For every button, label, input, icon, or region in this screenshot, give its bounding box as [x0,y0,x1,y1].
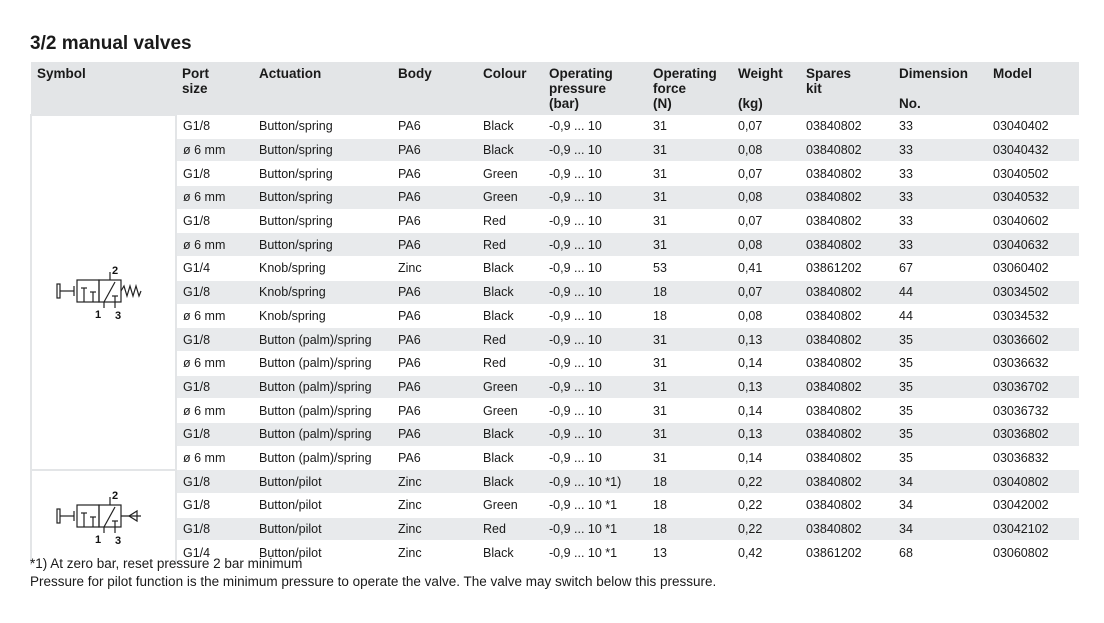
header-dimension-line: No. [899,96,921,111]
header-port-line: Port [182,66,209,81]
cell-port-size: G1/8 [176,517,253,541]
header-weight [732,62,800,115]
cell-spares-kit: 03840802 [800,328,893,352]
cell-body: PA6 [392,233,477,257]
header-pressure-line: pressure [549,81,607,96]
table-row [31,162,1079,186]
cell-operating-force: 31 [647,328,732,352]
svg-text:1: 1 [94,534,101,547]
svg-text:3: 3 [114,310,121,323]
cell-operating-force: 31 [647,233,732,257]
cell-actuation: Button/pilot [253,541,392,565]
cell-operating-force: 31 [647,209,732,233]
cell-body: PA6 [392,115,477,138]
header-symbol [31,62,176,115]
cell-body: PA6 [392,351,477,375]
cell-model: 03040532 [987,186,1079,210]
cell-dimension: 68 [893,541,987,565]
cell-spares-kit: 03840802 [800,209,893,233]
header-spares-line: Spares [806,66,852,81]
header-force-line: Operating [653,66,717,81]
cell-spares-kit: 03861202 [800,541,893,565]
cell-actuation: Button (palm)/spring [253,422,392,446]
cell-colour: Black [477,541,543,565]
cell-body: Zinc [392,494,477,518]
cell-actuation: Button/spring [253,233,392,257]
cell-operating-pressure: -0,9 ... 10 [543,186,647,210]
cell-operating-pressure: -0,9 ... 10 [543,328,647,352]
cell-body: PA6 [392,280,477,304]
cell-body: PA6 [392,304,477,328]
cell-operating-force: 18 [647,470,732,494]
cell-model: 03034502 [987,280,1079,304]
cell-actuation: Button/pilot [253,517,392,541]
cell-port-size: G1/8 [176,375,253,399]
cell-weight: 0,22 [732,470,800,494]
cell-weight: 0,07 [732,280,800,304]
cell-weight: 0,08 [732,138,800,162]
cell-dimension: 44 [893,280,987,304]
cell-body: PA6 [392,375,477,399]
footnotes [30,555,716,591]
cell-spares-kit: 03840802 [800,138,893,162]
cell-operating-force: 53 [647,257,732,281]
header-body [392,62,477,115]
cell-operating-force: 18 [647,304,732,328]
cell-actuation: Button (palm)/spring [253,328,392,352]
cell-dimension: 33 [893,162,987,186]
cell-spares-kit: 03840802 [800,422,893,446]
cell-operating-force: 31 [647,375,732,399]
header-dimension-line: Dimension [899,66,969,81]
cell-actuation: Button/spring [253,209,392,233]
cell-model: 03060402 [987,257,1079,281]
cell-colour: Black [477,138,543,162]
svg-text:2: 2 [111,490,118,503]
cell-colour: Red [477,328,543,352]
header-force [647,62,732,115]
cell-weight: 0,08 [732,186,800,210]
cell-actuation: Button (palm)/spring [253,399,392,423]
cell-spares-kit: 03840802 [800,517,893,541]
cell-operating-pressure: -0,9 ... 10 [543,138,647,162]
cell-operating-force: 31 [647,162,732,186]
cell-colour: Black [477,470,543,494]
cell-actuation: Button/pilot [253,494,392,518]
cell-model: 03034532 [987,304,1079,328]
header-force-line: (N) [653,96,672,111]
cell-operating-pressure: -0,9 ... 10 [543,162,647,186]
cell-actuation: Button/pilot [253,470,392,494]
cell-dimension: 33 [893,233,987,257]
cell-colour: Black [477,280,543,304]
cell-model: 03040802 [987,470,1079,494]
cell-spares-kit: 03840802 [800,399,893,423]
header-colour [477,62,543,115]
header-model-line: Model [993,66,1032,81]
svg-text:1: 1 [94,309,101,322]
table-row [31,115,1079,138]
table-header-row [31,62,1079,115]
cell-operating-force: 31 [647,115,732,138]
cell-actuation: Button (palm)/spring [253,375,392,399]
table-row [31,517,1079,541]
valves-table [30,62,1079,565]
cell-operating-pressure: -0,9 ... 10 [543,233,647,257]
table-row [31,446,1079,470]
cell-body: PA6 [392,422,477,446]
cell-dimension: 34 [893,470,987,494]
cell-colour: Black [477,304,543,328]
cell-operating-force: 31 [647,351,732,375]
cell-body: PA6 [392,328,477,352]
cell-port-size: G1/4 [176,257,253,281]
header-port-line: size [182,81,208,96]
cell-port-size: G1/8 [176,115,253,138]
cell-weight: 0,14 [732,351,800,375]
cell-model: 03040632 [987,233,1079,257]
cell-weight: 0,13 [732,328,800,352]
header-colour-line: Colour [483,66,527,81]
cell-actuation: Button/spring [253,115,392,138]
table-row [31,422,1079,446]
cell-port-size: ø 6 mm [176,138,253,162]
cell-operating-pressure: -0,9 ... 10 [543,422,647,446]
header-pressure-line: (bar) [549,96,579,111]
cell-dimension: 35 [893,399,987,423]
table-row [31,257,1079,281]
cell-body: Zinc [392,257,477,281]
cell-spares-kit: 03840802 [800,304,893,328]
cell-port-size: G1/8 [176,470,253,494]
cell-colour: Black [477,115,543,138]
cell-model: 03036702 [987,375,1079,399]
cell-dimension: 35 [893,328,987,352]
cell-body: PA6 [392,399,477,423]
cell-actuation: Button/spring [253,138,392,162]
cell-operating-force: 31 [647,446,732,470]
cell-dimension: 44 [893,304,987,328]
cell-operating-pressure: -0,9 ... 10 [543,375,647,399]
cell-weight: 0,13 [732,375,800,399]
cell-colour: Green [477,375,543,399]
cell-port-size: ø 6 mm [176,351,253,375]
header-dimension-line [899,81,981,96]
cell-body: PA6 [392,446,477,470]
cell-model: 03036602 [987,328,1079,352]
cell-model: 03040502 [987,162,1079,186]
cell-operating-pressure: -0,9 ... 10 *1) [543,470,647,494]
cell-weight: 0,22 [732,517,800,541]
cell-port-size: ø 6 mm [176,399,253,423]
cell-colour: Red [477,517,543,541]
cell-body: PA6 [392,138,477,162]
cell-colour: Red [477,233,543,257]
svg-text:2: 2 [111,265,118,278]
cell-spares-kit: 03840802 [800,375,893,399]
cell-port-size: G1/8 [176,422,253,446]
cell-body: PA6 [392,209,477,233]
cell-operating-pressure: -0,9 ... 10 *1 [543,541,647,565]
header-spares [800,62,893,115]
cell-dimension: 67 [893,257,987,281]
cell-body: Zinc [392,470,477,494]
cell-model: 03036732 [987,399,1079,423]
table-row [31,209,1079,233]
table-row [31,351,1079,375]
cell-operating-force: 18 [647,280,732,304]
cell-weight: 0,07 [732,115,800,138]
cell-operating-pressure: -0,9 ... 10 [543,115,647,138]
header-weight-line [738,81,794,96]
table-row [31,375,1079,399]
cell-spares-kit: 03840802 [800,280,893,304]
cell-port-size: ø 6 mm [176,233,253,257]
cell-colour: Red [477,209,543,233]
cell-actuation: Button/spring [253,162,392,186]
cell-colour: Green [477,162,543,186]
table-row [31,328,1079,352]
cell-operating-force: 31 [647,399,732,423]
cell-port-size: G1/8 [176,209,253,233]
cell-body: PA6 [392,162,477,186]
cell-model: 03040402 [987,115,1079,138]
cell-colour: Green [477,186,543,210]
cell-actuation: Knob/spring [253,280,392,304]
cell-actuation: Knob/spring [253,257,392,281]
table-row [31,399,1079,423]
cell-operating-pressure: -0,9 ... 10 [543,446,647,470]
cell-model: 03040602 [987,209,1079,233]
cell-weight: 0,42 [732,541,800,565]
cell-weight: 0,13 [732,422,800,446]
cell-dimension: 35 [893,351,987,375]
cell-spares-kit: 03861202 [800,257,893,281]
cell-port-size: ø 6 mm [176,304,253,328]
cell-operating-force: 31 [647,138,732,162]
cell-weight: 0,08 [732,304,800,328]
cell-spares-kit: 03840802 [800,470,893,494]
cell-body: Zinc [392,541,477,565]
header-symbol-line: Symbol [37,66,86,81]
cell-dimension: 34 [893,494,987,518]
cell-operating-pressure: -0,9 ... 10 [543,399,647,423]
cell-operating-force: 31 [647,186,732,210]
cell-body: Zinc [392,517,477,541]
table-row [31,186,1079,210]
cell-weight: 0,41 [732,257,800,281]
cell-port-size: ø 6 mm [176,446,253,470]
cell-operating-pressure: -0,9 ... 10 [543,280,647,304]
cell-weight: 0,22 [732,494,800,518]
cell-operating-pressure: -0,9 ... 10 [543,209,647,233]
cell-spares-kit: 03840802 [800,351,893,375]
cell-colour: Red [477,351,543,375]
cell-spares-kit: 03840802 [800,233,893,257]
cell-operating-force: 18 [647,494,732,518]
spring-return-valve-symbol [49,262,159,322]
cell-weight: 0,08 [732,233,800,257]
cell-dimension: 33 [893,209,987,233]
header-actuation-line: Actuation [259,66,322,81]
cell-operating-force: 31 [647,422,732,446]
page-title: 3/2 manual valves [30,33,192,54]
cell-port-size: G1/4 [176,541,253,565]
table-row [31,304,1079,328]
table-row [31,280,1079,304]
cell-actuation: Button (palm)/spring [253,351,392,375]
cell-dimension: 33 [893,186,987,210]
cell-operating-force: 18 [647,517,732,541]
svg-text:3: 3 [114,535,121,548]
cell-weight: 0,07 [732,209,800,233]
cell-weight: 0,14 [732,399,800,423]
cell-dimension: 33 [893,115,987,138]
cell-colour: Black [477,422,543,446]
cell-actuation: Button/spring [253,186,392,210]
header-actuation [253,62,392,115]
cell-dimension: 34 [893,517,987,541]
table-row [31,494,1079,518]
header-spares-line: kit [806,81,822,96]
cell-port-size: ø 6 mm [176,186,253,210]
cell-model: 03042002 [987,494,1079,518]
cell-port-size: G1/8 [176,494,253,518]
pilot-return-valve-symbol [49,487,159,547]
cell-port-size: G1/8 [176,162,253,186]
symbol-cell [31,115,176,470]
cell-spares-kit: 03840802 [800,494,893,518]
cell-model: 03036632 [987,351,1079,375]
cell-operating-force: 13 [647,541,732,565]
cell-colour: Green [477,494,543,518]
cell-dimension: 35 [893,446,987,470]
table-row [31,470,1079,494]
header-weight-line: (kg) [738,96,763,111]
cell-operating-pressure: -0,9 ... 10 *1 [543,494,647,518]
header-force-line: force [653,81,687,96]
cell-dimension: 35 [893,422,987,446]
symbol-cell [31,470,176,565]
cell-operating-pressure: -0,9 ... 10 [543,304,647,328]
cell-model: 03036832 [987,446,1079,470]
cell-model: 03042102 [987,517,1079,541]
cell-actuation: Knob/spring [253,304,392,328]
cell-model: 03036802 [987,422,1079,446]
header-port [176,62,253,115]
cell-spares-kit: 03840802 [800,162,893,186]
cell-port-size: G1/8 [176,280,253,304]
header-dimension [893,62,987,115]
header-weight-line: Weight [738,66,783,81]
cell-body: PA6 [392,186,477,210]
cell-model: 03060802 [987,541,1079,565]
cell-spares-kit: 03840802 [800,446,893,470]
cell-port-size: G1/8 [176,328,253,352]
header-pressure-line: Operating [549,66,613,81]
cell-model: 03040432 [987,138,1079,162]
cell-dimension: 33 [893,138,987,162]
table-row [31,138,1079,162]
cell-colour: Black [477,257,543,281]
cell-weight: 0,14 [732,446,800,470]
footnote-pilot-pressure: Pressure for pilot function is the minimum pressure to operate the valve. The valve may switch below this pressure. [30,574,717,589]
footnote-zero-bar: *1) At zero bar, reset pressure 2 bar minimum [30,556,303,571]
cell-dimension: 35 [893,375,987,399]
table-row [31,233,1079,257]
cell-colour: Black [477,446,543,470]
cell-actuation: Button (palm)/spring [253,446,392,470]
header-pressure [543,62,647,115]
cell-operating-pressure: -0,9 ... 10 *1 [543,517,647,541]
cell-operating-pressure: -0,9 ... 10 [543,351,647,375]
header-body-line: Body [398,66,432,81]
cell-spares-kit: 03840802 [800,115,893,138]
cell-spares-kit: 03840802 [800,186,893,210]
cell-colour: Green [477,399,543,423]
cell-operating-pressure: -0,9 ... 10 [543,257,647,281]
cell-weight: 0,07 [732,162,800,186]
header-model [987,62,1079,115]
